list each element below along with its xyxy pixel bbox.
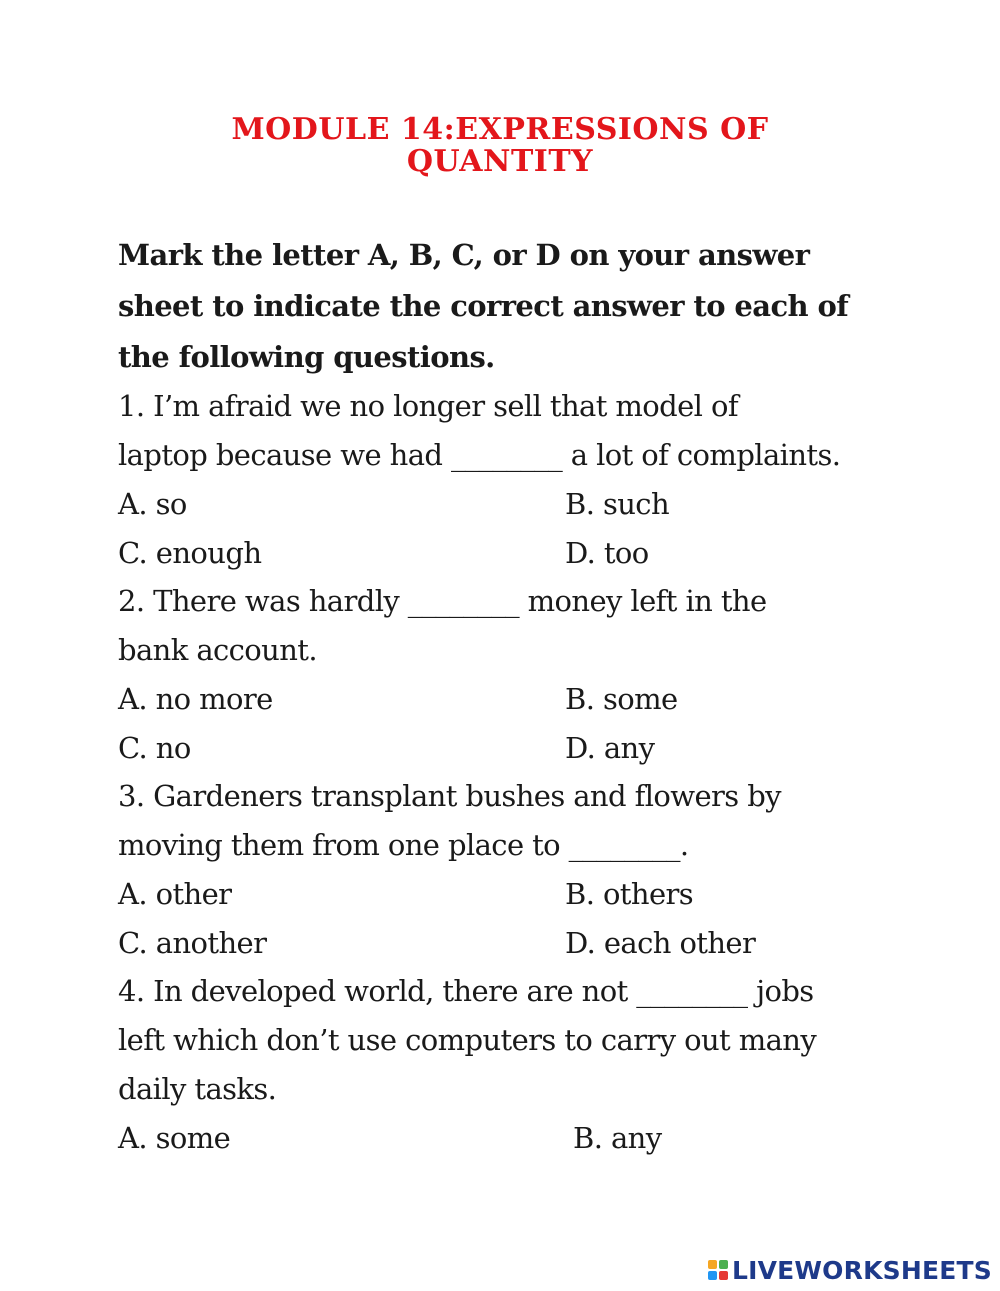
question-1 bbox=[118, 382, 918, 577]
option-b[interactable]: B. any bbox=[573, 1121, 662, 1155]
instructions bbox=[118, 230, 918, 383]
question-4 bbox=[118, 967, 918, 1163]
question-text: daily tasks. bbox=[118, 1072, 277, 1106]
option-d[interactable]: D. too bbox=[565, 535, 649, 570]
option-b[interactable]: B. some bbox=[565, 682, 678, 716]
logo-square bbox=[708, 1260, 717, 1269]
question-text: 1. I’m afraid we no longer sell that model of bbox=[118, 389, 738, 423]
instructions-line: sheet to indicate the correct answer to each of bbox=[118, 289, 849, 323]
options-row bbox=[118, 675, 918, 724]
options-row bbox=[118, 870, 918, 919]
instructions-line: the following questions. bbox=[118, 340, 495, 374]
option-c[interactable]: C. enough bbox=[118, 535, 262, 570]
options-row bbox=[118, 1114, 918, 1163]
question-text: 4. In developed world, there are not ________ jobs bbox=[118, 974, 814, 1008]
logo-square bbox=[719, 1271, 728, 1280]
question-text: 3. Gardeners transplant bushes and flowers by bbox=[118, 779, 781, 813]
question-text: bank account. bbox=[118, 633, 317, 667]
option-a[interactable]: A. some bbox=[118, 1121, 231, 1155]
options-row bbox=[118, 529, 918, 578]
question-text: left which don’t use computers to carry out many bbox=[118, 1023, 817, 1057]
worksheet-body bbox=[118, 230, 918, 1163]
page-title bbox=[0, 114, 1000, 178]
title-line-1: MODULE 14:EXPRESSIONS OF bbox=[231, 112, 769, 147]
logo-square bbox=[719, 1260, 728, 1269]
option-c[interactable]: C. no bbox=[118, 730, 191, 765]
logo-square bbox=[708, 1271, 717, 1280]
question-text: moving them from one place to ________. bbox=[118, 828, 689, 862]
question-2 bbox=[118, 577, 918, 772]
option-a[interactable]: A. other bbox=[118, 877, 232, 911]
option-a[interactable]: A. so bbox=[118, 487, 187, 521]
option-a[interactable]: A. no more bbox=[118, 682, 273, 716]
brand-name: LIVEWORKSHEETS bbox=[731, 1255, 992, 1285]
option-c[interactable]: C. another bbox=[118, 925, 267, 960]
question-3 bbox=[118, 772, 918, 967]
option-d[interactable]: D. each other bbox=[565, 925, 756, 960]
question-text: 2. There was hardly ________ money left in the bbox=[118, 584, 767, 618]
options-row bbox=[118, 724, 918, 773]
question-text: laptop because we had ________ a lot of complaints. bbox=[118, 438, 841, 472]
liveworksheets-logo-icon bbox=[708, 1260, 728, 1280]
options-row bbox=[118, 480, 918, 529]
option-b[interactable]: B. such bbox=[565, 487, 670, 521]
title-line-2: QUANTITY bbox=[406, 144, 594, 179]
instructions-line: Mark the letter A, B, C, or D on your answer bbox=[118, 238, 810, 272]
option-b[interactable]: B. others bbox=[565, 877, 694, 911]
option-d[interactable]: D. any bbox=[565, 730, 655, 765]
liveworksheets-logo bbox=[708, 1255, 992, 1285]
options-row bbox=[118, 919, 918, 968]
